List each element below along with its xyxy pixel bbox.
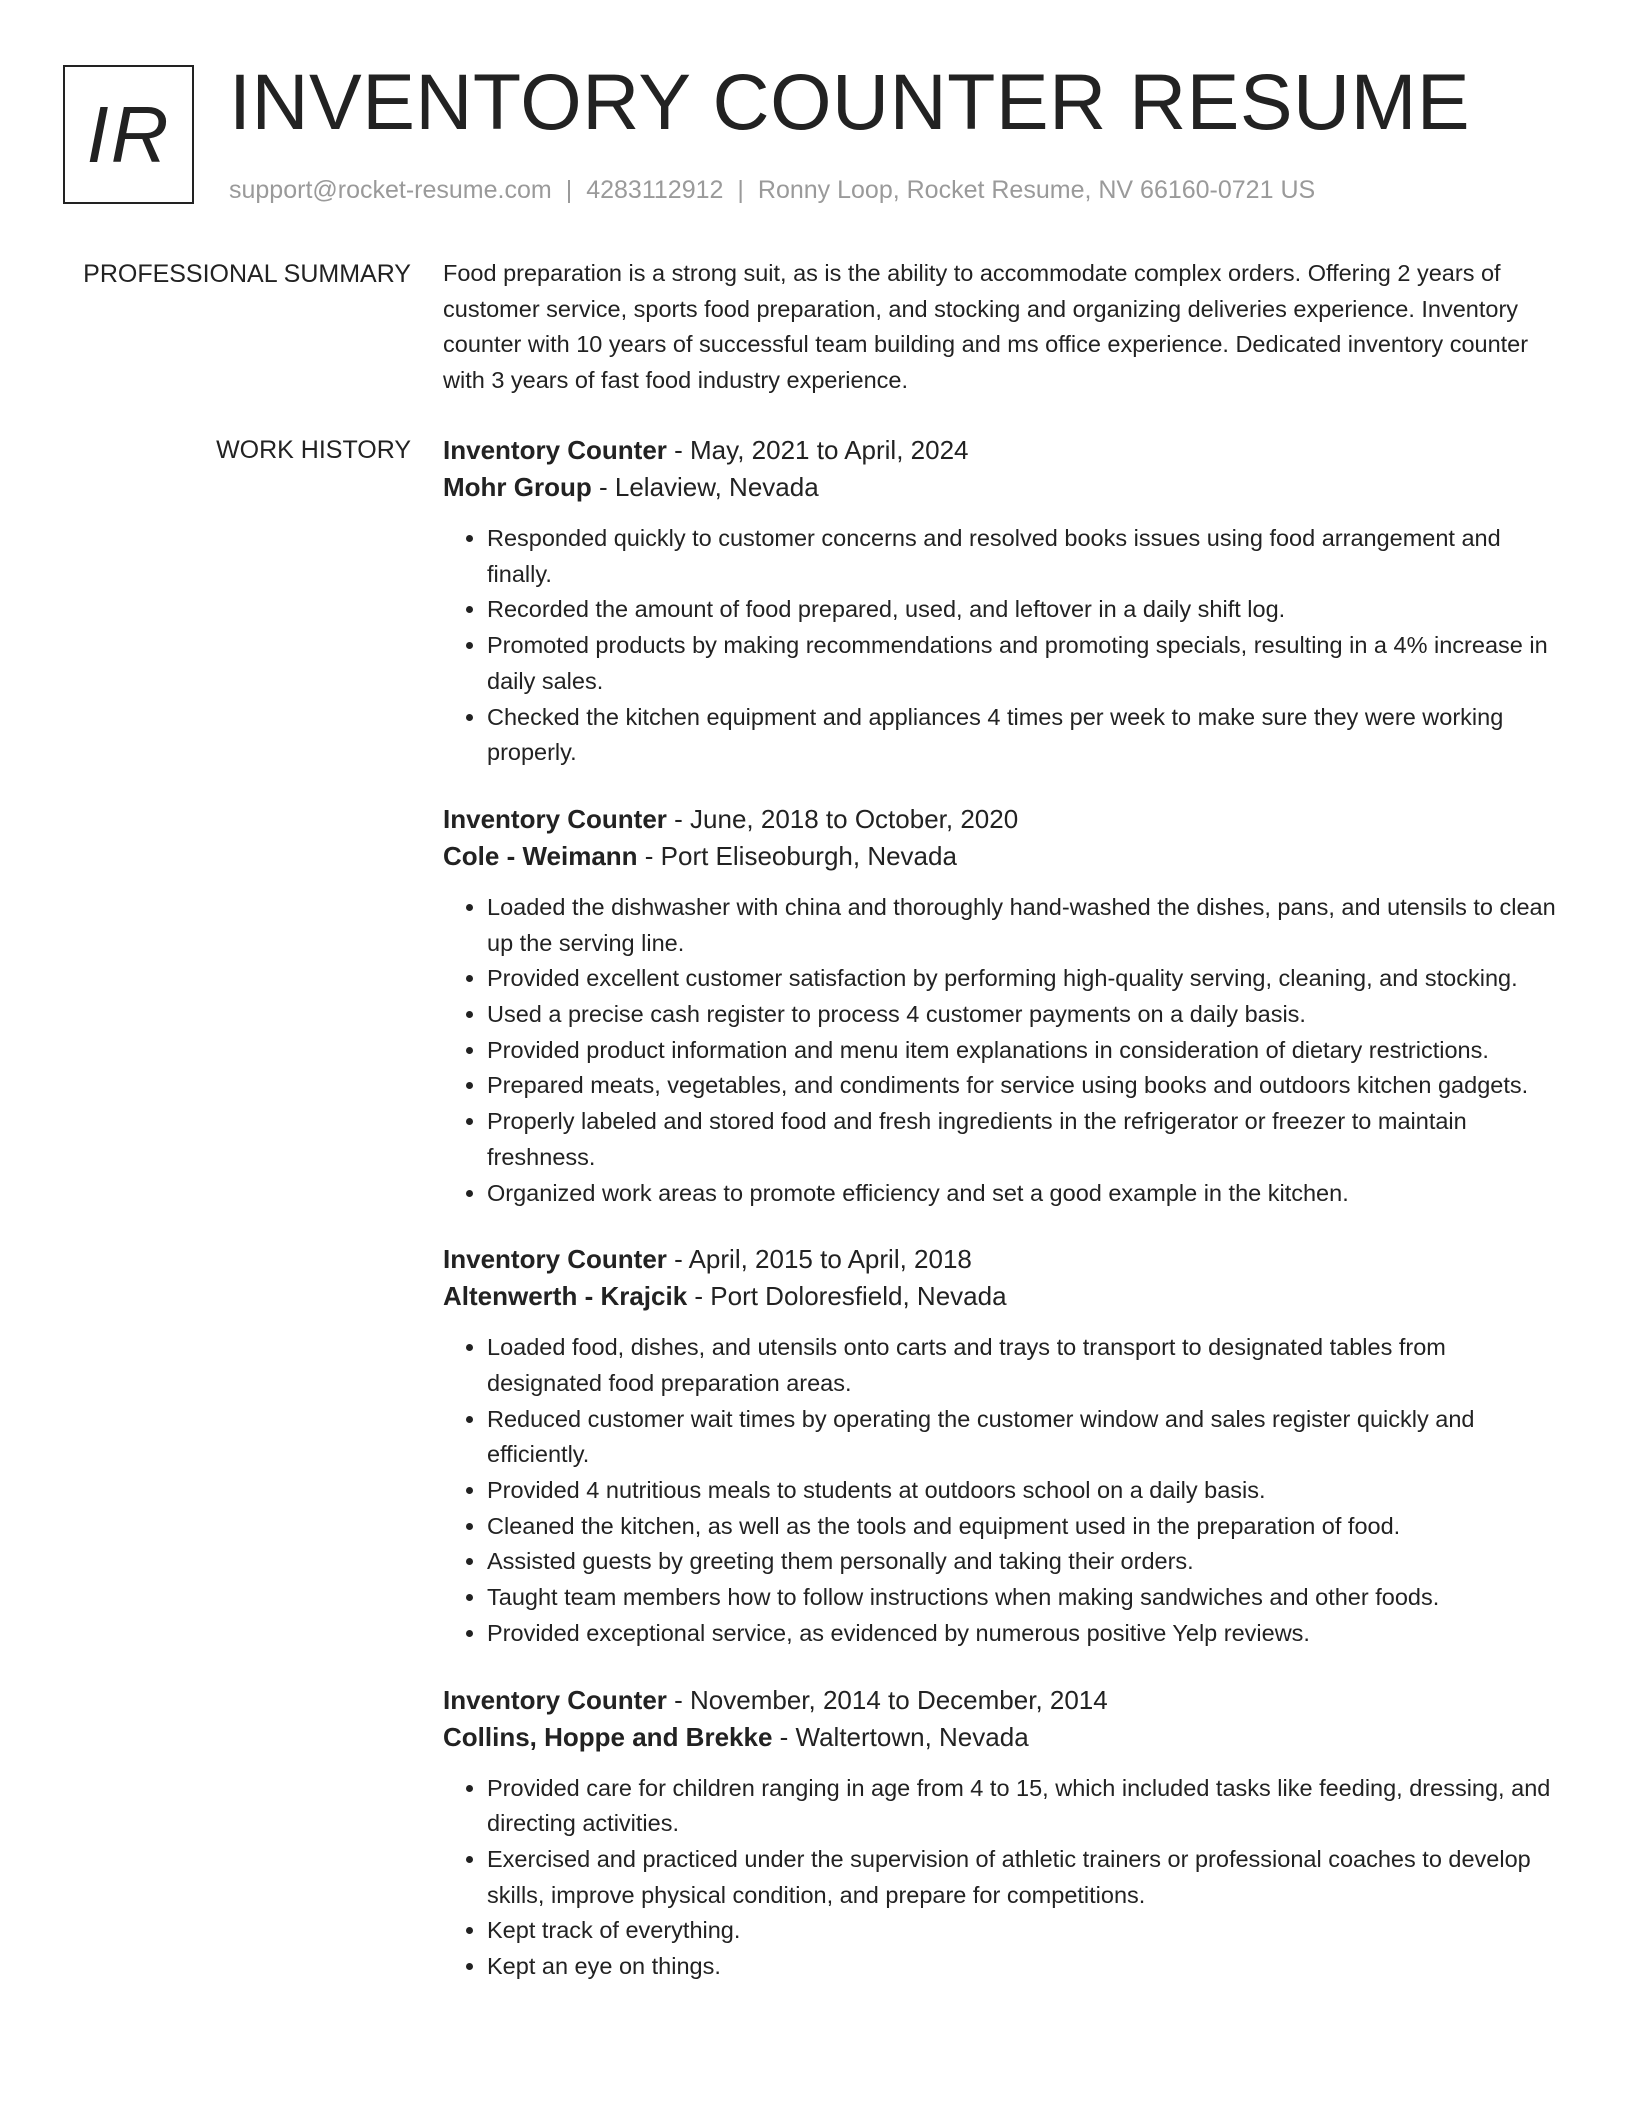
page-title: INVENTORY COUNTER RESUME bbox=[229, 57, 1471, 146]
job-entry bbox=[443, 1241, 1563, 1651]
monogram-logo: IR bbox=[63, 65, 194, 204]
bullet-item: • Loaded food, dishes, and utensils onto carts and trays to transport to designated tables from designated food preparation areas. bbox=[487, 1330, 1563, 1401]
bullet-item: • Checked the kitchen equipment and appliances 4 times per week to make sure they were working properly. bbox=[487, 700, 1563, 771]
job-bullets bbox=[443, 1330, 1563, 1651]
job-company-line bbox=[443, 1278, 1563, 1315]
contact-email: support@rocket-resume.com bbox=[229, 176, 552, 204]
job-title-line bbox=[443, 432, 1563, 469]
job-company-line bbox=[443, 1719, 1563, 1756]
work-history-section-label: WORK HISTORY bbox=[216, 436, 411, 464]
work-history-section bbox=[443, 432, 1563, 2015]
summary-section bbox=[443, 256, 1563, 399]
bullet-item: • Promoted products by making recommendations and promoting specials, resulting in a 4% increase in daily sales. bbox=[487, 628, 1563, 699]
job-location: - Port Doloresfield, Nevada bbox=[687, 1281, 1007, 1312]
bullet-item: • Cleaned the kitchen, as well as the tools and equipment used in the preparation of food. bbox=[487, 1509, 1563, 1545]
bullet-item: • Provided product information and menu item explanations in consideration of dietary restrictions. bbox=[487, 1033, 1563, 1069]
summary-section-label: PROFESSIONAL SUMMARY bbox=[83, 260, 411, 288]
job-title-line bbox=[443, 1682, 1563, 1719]
job-company: Altenwerth - Krajcik bbox=[443, 1281, 688, 1312]
contact-phone: 4283112912 bbox=[586, 176, 724, 204]
job-company-line bbox=[443, 469, 1563, 506]
bullet-item: • Exercised and practiced under the supervision of athletic trainers or professional coaches to develop skills, improve physical condition, and prepare for competitions. bbox=[487, 1842, 1563, 1913]
job-company: Mohr Group bbox=[443, 472, 592, 502]
job-bullets bbox=[443, 521, 1563, 771]
job-entry bbox=[443, 801, 1563, 1211]
bullet-item: • Provided excellent customer satisfaction by performing high-quality serving, cleaning, and stocking. bbox=[487, 961, 1563, 997]
job-bullets bbox=[443, 890, 1563, 1211]
job-bullets bbox=[443, 1771, 1563, 1985]
job-dates: - April, 2015 to April, 2018 bbox=[666, 1244, 972, 1275]
bullet-item: • Responded quickly to customer concerns and resolved books issues using food arrangement and finally. bbox=[487, 521, 1563, 592]
job-company: Cole - Weimann bbox=[443, 840, 638, 871]
job-location: - Port Eliseoburgh, Nevada bbox=[637, 840, 957, 871]
bullet-item: • Used a precise cash register to process 4 customer payments on a daily basis. bbox=[487, 997, 1563, 1033]
job-entry bbox=[443, 1682, 1563, 1985]
contact-line bbox=[229, 172, 1315, 208]
job-entry bbox=[443, 432, 1563, 771]
bullet-item: • Provided 4 nutritious meals to students at outdoors school on a daily basis. bbox=[487, 1473, 1563, 1509]
bullet-item: • Prepared meats, vegetables, and condiments for service using books and outdoors kitchen gadgets. bbox=[487, 1068, 1563, 1104]
job-title: Inventory Counter bbox=[443, 435, 667, 465]
summary-text: Food preparation is a strong suit, as is the ability to accommodate complex orders. Offering 2 years of customer service, sports food preparation, and stocking and organizing deliveries experience. Inventory counter with 10 years of successful team building and ms office experience. Dedicated inventory counter with 3 years of fast food industry experience. bbox=[443, 260, 1529, 394]
job-title-line bbox=[443, 801, 1563, 838]
bullet-item: • Loaded the dishwasher with china and thoroughly hand-washed the dishes, pans, and utensils to clean up the serving line. bbox=[487, 890, 1563, 961]
bullet-item: • Reduced customer wait times by operating the customer window and sales register quickly and efficiently. bbox=[487, 1402, 1563, 1473]
bullet-item: • Kept track of everything. bbox=[487, 1913, 1563, 1949]
bullet-item: • Organized work areas to promote efficiency and set a good example in the kitchen. bbox=[487, 1176, 1563, 1212]
bullet-item: • Kept an eye on things. bbox=[487, 1949, 1563, 1985]
job-title: Inventory Counter bbox=[443, 803, 667, 834]
contact-separator: | bbox=[737, 176, 744, 204]
job-location: - Lelaview, Nevada bbox=[591, 472, 819, 502]
bullet-item: • Properly labeled and stored food and fresh ingredients in the refrigerator or freezer to maintain freshness. bbox=[487, 1104, 1563, 1175]
job-company-line bbox=[443, 838, 1563, 875]
bullet-item: • Provided care for children ranging in age from 4 to 15, which included tasks like feeding, dressing, and directing activities. bbox=[487, 1771, 1563, 1842]
job-title-line bbox=[443, 1241, 1563, 1278]
job-title: Inventory Counter bbox=[443, 1244, 667, 1275]
bullet-item: • Assisted guests by greeting them personally and taking their orders. bbox=[487, 1544, 1563, 1580]
bullet-item: • Taught team members how to follow instructions when making sandwiches and other foods. bbox=[487, 1580, 1563, 1616]
job-location: - Waltertown, Nevada bbox=[772, 1721, 1029, 1752]
bullet-item: • Provided exceptional service, as evidenced by numerous positive Yelp reviews. bbox=[487, 1616, 1563, 1652]
job-dates: - May, 2021 to April, 2024 bbox=[666, 435, 969, 465]
job-company: Collins, Hoppe and Brekke bbox=[443, 1721, 773, 1752]
job-dates: - June, 2018 to October, 2020 bbox=[666, 803, 1019, 834]
job-dates: - November, 2014 to December, 2014 bbox=[666, 1684, 1108, 1715]
contact-address: Ronny Loop, Rocket Resume, NV 66160-0721 US bbox=[757, 176, 1316, 204]
bullet-item: • Recorded the amount of food prepared, used, and leftover in a daily shift log. bbox=[487, 592, 1563, 628]
contact-separator: | bbox=[565, 176, 573, 204]
job-title: Inventory Counter bbox=[443, 1684, 667, 1715]
